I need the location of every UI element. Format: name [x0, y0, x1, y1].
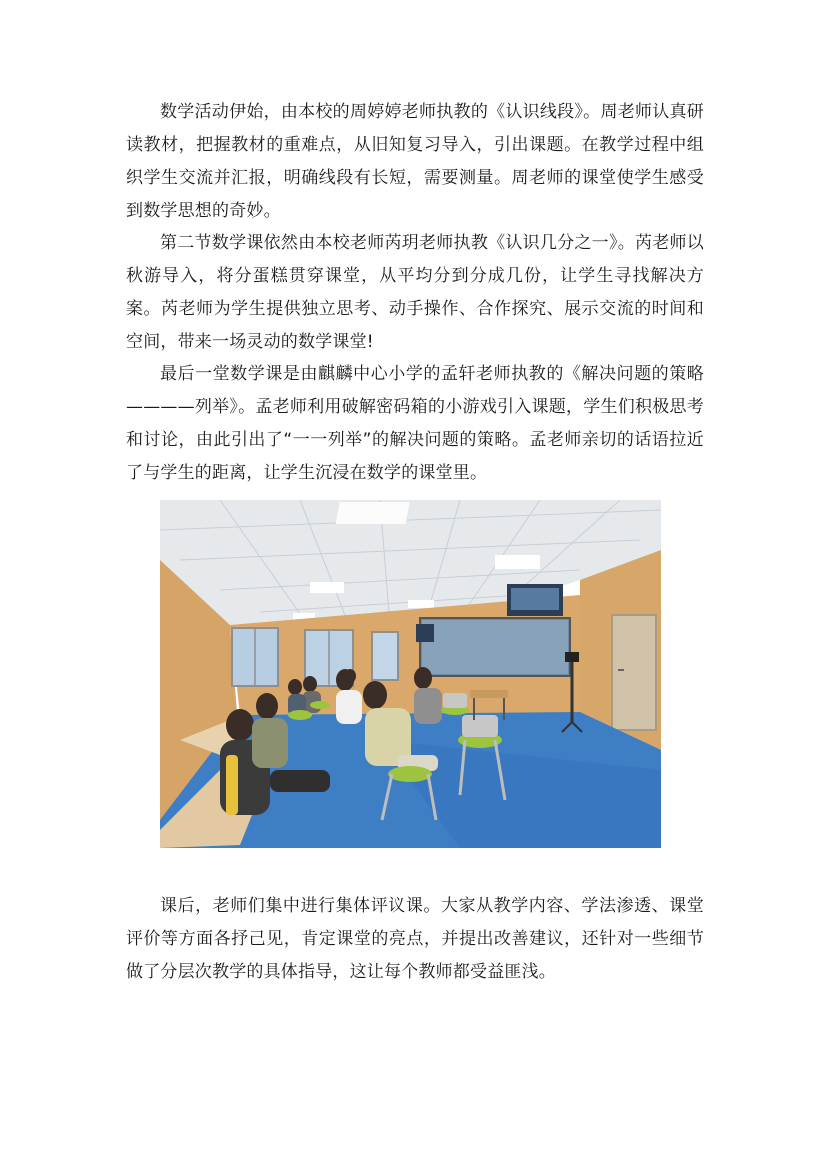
paragraph-4: 课后，老师们集中进行集体评议课。大家从教学内容、学法渗透、课堂评价等方面各抒己见，肯定课堂的亮点，并提出改善建议，还针对一些细节做了分层次教学的具体指导，这让每个教师都受益匪浅。 — [126, 896, 704, 982]
classroom-photo — [160, 500, 661, 848]
paragraph-3: 最后一堂数学课是由麒麟中心小学的孟轩老师执教的《解决问题的策略————列举》。孟老师利用破解密码箱的小游戏引入课题，学生们积极思考和讨论，由此引出了“一一列举”的解决问题的策略。孟老师亲切的话语拉近了与学生的距离，让学生沉浸在数学的课堂里。 — [126, 364, 704, 483]
paragraph-1: 数学活动伊始，由本校的周婷婷老师执教的《认识线段》。周老师认真研读教材，把握教材的重难点，从旧知复习导入，引出课题。在教学过程中组织学生交流并汇报，明确线段有长短，需要测量。周老师的课堂使学生感受到数学思想的奇妙。 — [126, 102, 704, 221]
paragraph-2: 第二节数学课依然由本校老师芮玥老师执教《认识几分之一》。芮老师以秋游导入，将分蛋糕贯穿课堂，从平均分到分成几份，让学生寻找解决方案。芮老师为学生提供独立思考、动手操作、合作探究、展示交流的时间和空间，带来一场灵动的数学课堂! — [126, 233, 704, 352]
